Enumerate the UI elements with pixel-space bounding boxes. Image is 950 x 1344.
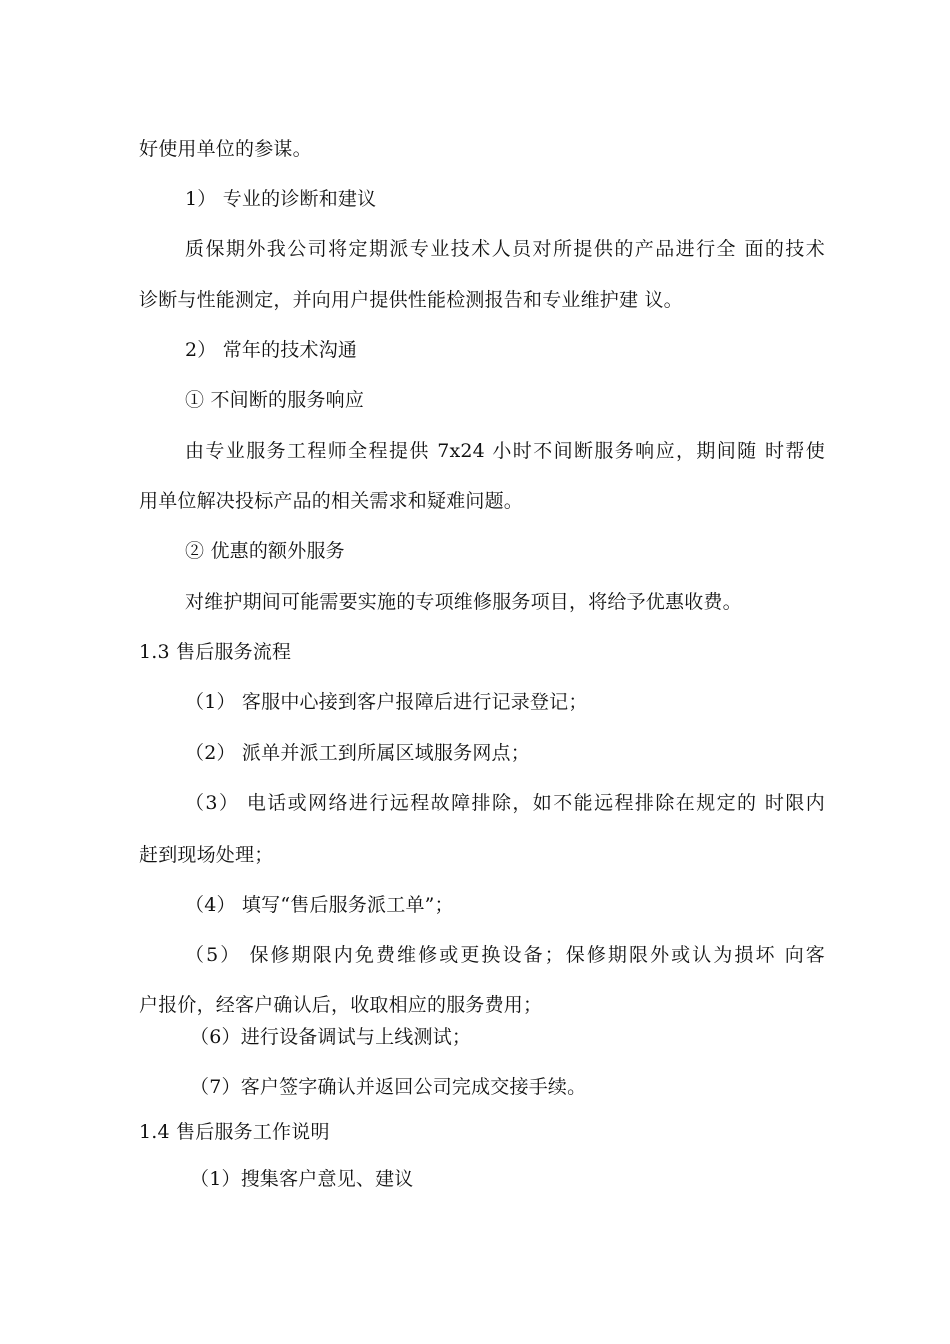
list-heading: 1） 专业的诊断和建议 — [185, 188, 377, 210]
list-item: （3） 电话或网络进行远程故障排除，如不能远程排除在规定的 时限内 — [185, 792, 825, 814]
list-item: （2） 派单并派工到所属区域服务网点； — [185, 742, 530, 764]
paragraph-line: 用单位解决投标产品的相关需求和疑难问题。 — [139, 490, 524, 512]
list-item: （7）客户签字确认并返回公司完成交接手续。 — [190, 1076, 587, 1098]
list-item: （4） 填写“售后服务派工单”； — [185, 894, 454, 916]
list-subheading: ① 不间断的服务响应 — [185, 389, 365, 411]
paragraph-line: 好使用单位的参谋。 — [139, 138, 312, 160]
list-heading: 2） 常年的技术沟通 — [185, 339, 358, 361]
section-heading: 1.4 售后服务工作说明 — [139, 1121, 330, 1143]
list-item: （1） 客服中心接到客户报障后进行记录登记； — [185, 691, 588, 713]
paragraph-line: 户报价，经客户确认后，收取相应的服务费用； — [139, 994, 543, 1016]
paragraph-line: 诊断与性能测定，并向用户提供性能检测报告和专业维护建 议。 — [139, 289, 683, 311]
list-item: （5） 保修期限内免费维修或更换设备；保修期限外或认为损坏 向客 — [185, 944, 825, 966]
paragraph-line: 赶到现场处理； — [139, 844, 274, 866]
paragraph-line: 对维护期间可能需要实施的专项维修服务项目，将给予优惠收费。 — [185, 591, 742, 613]
section-heading: 1.3 售后服务流程 — [139, 641, 292, 663]
paragraph-line: 由专业服务工程师全程提供 7x24 小时不间断服务响应，期间随 时帮使 — [185, 440, 825, 462]
list-item: （1）搜集客户意见、建议 — [190, 1168, 414, 1190]
list-subheading: ② 优惠的额外服务 — [185, 540, 345, 562]
paragraph-line: 质保期外我公司将定期派专业技术人员对所提供的产品进行全 面的技术 — [185, 238, 825, 260]
list-item: （6）进行设备调试与上线测试； — [190, 1026, 472, 1048]
